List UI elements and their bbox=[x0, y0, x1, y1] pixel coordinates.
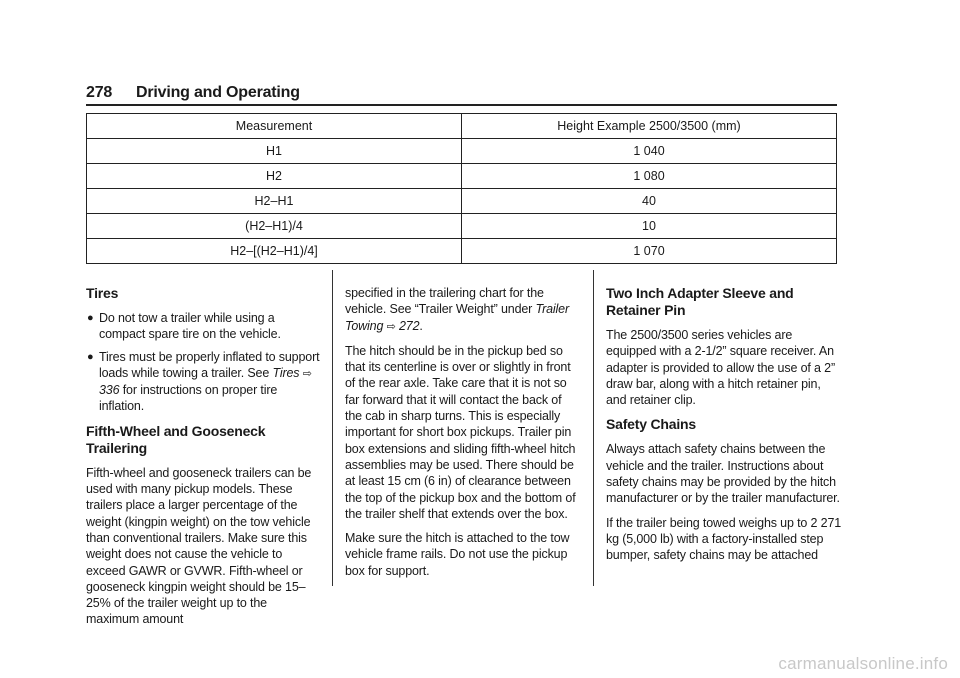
cross-reference-link[interactable]: Tires bbox=[272, 365, 300, 380]
paragraph bbox=[345, 285, 581, 335]
column-header: Measurement bbox=[87, 114, 462, 139]
adapter-heading: Two Inch Adapter Sleeve and Retainer Pin bbox=[606, 285, 794, 318]
column-divider bbox=[332, 270, 333, 586]
column-divider bbox=[593, 270, 594, 586]
bullet-text: Tires must be properly inflated to support loads while towing a trailer. See bbox=[99, 349, 320, 380]
watermark: carmanualsonline.info bbox=[778, 654, 948, 673]
page-reference[interactable]: 336 bbox=[99, 383, 120, 398]
text-column-left bbox=[86, 285, 322, 636]
paragraph: The hitch should be in the pickup bed so that its centerline is over or slightly in front of the rear axle. Take care that it is not so far forward that it will contact the back of the cab in sharp turns. This is especially important for short box pickups. Trailer pin box extensions and sliding fifth-wheel hitch assemblies may be used. There should be at least 15 cm (6 in) of clearance between the top of the pickup box and the bottom of the trailer shelf that extends over the box. bbox=[345, 343, 576, 521]
page-ref-arrow-icon: ⇨ bbox=[386, 320, 396, 333]
bullet-text: for instructions on proper tire inflation. bbox=[99, 383, 278, 414]
table-cell: (H2–H1)/4 bbox=[87, 214, 462, 239]
bullet-icon: ● bbox=[87, 350, 94, 363]
table-cell: 1 070 bbox=[462, 239, 837, 264]
table-cell: H2 bbox=[87, 164, 462, 189]
page-ref-arrow-icon: ⇨ bbox=[302, 367, 312, 380]
table-cell: 40 bbox=[462, 189, 837, 214]
list-item bbox=[86, 310, 322, 343]
paragraph: If the trailer being towed weighs up to 2 271 kg (5,000 lb) with a factory-installed step bumper, safety chains may be attached bbox=[606, 515, 842, 563]
paragraph-text: specified in the trailering chart for the vehicle. See “Trailer Weight” under bbox=[345, 286, 544, 317]
paragraph: Fifth-wheel and gooseneck trailers can be used with many pickup models. These trailers place a larger percentage of the weight (kingpin weight) on the tow vehicle than conventional trailers. Make sure this weight does not cause the vehicle to exceed GAWR or GVWR. Fifth-wheel or gooseneck kingpin weight should be 15–25% of the trailer weight up to the maximum amount bbox=[86, 465, 312, 627]
list-item bbox=[86, 349, 322, 415]
table-row bbox=[87, 239, 837, 264]
table-cell: H2–H1 bbox=[87, 189, 462, 214]
page-header bbox=[86, 82, 837, 106]
table-cell: 1 040 bbox=[462, 139, 837, 164]
page-reference[interactable]: 272 bbox=[398, 318, 420, 333]
tires-bullet-list bbox=[86, 310, 322, 415]
column-header: Height Example 2500/3500 (mm) bbox=[462, 114, 837, 139]
height-example-table bbox=[86, 113, 837, 264]
paragraph: Always attach safety chains between the vehicle and the trailer. Instructions about safety chains may be provided by the hitch manufacturer or by the trailer manufacturer. bbox=[606, 442, 840, 506]
table-cell: H1 bbox=[87, 139, 462, 164]
paragraph: The 2500/3500 series vehicles are equipped with a 2-1/2” square receiver. An adapter is provided to allow the use of a 2” draw bar, along with a hitch retainer pin, and retainer clip. bbox=[606, 328, 835, 408]
table-row bbox=[87, 214, 837, 239]
text-column-middle bbox=[345, 285, 581, 587]
section-title: Driving and Operating bbox=[136, 84, 300, 101]
paragraph: Make sure the hitch is attached to the tow vehicle frame rails. Do not use the pickup box for support. bbox=[345, 531, 570, 578]
page-number: 278 bbox=[86, 84, 113, 101]
table-row bbox=[87, 189, 837, 214]
table-row bbox=[87, 164, 837, 189]
paragraph-text: . bbox=[419, 318, 423, 333]
text-column-right bbox=[606, 285, 842, 572]
table-cell: H2–[(H2–H1)/4] bbox=[87, 239, 462, 264]
bullet-text: Do not tow a trailer while using a compact spare tire on the vehicle. bbox=[99, 311, 281, 342]
fifth-wheel-heading: Fifth-Wheel and Gooseneck Trailering bbox=[86, 422, 266, 456]
tires-heading: Tires bbox=[86, 285, 119, 301]
bullet-icon: ● bbox=[87, 312, 94, 324]
table-cell: 1 080 bbox=[462, 164, 837, 189]
cross-reference-link[interactable]: Trailer Towing bbox=[345, 302, 569, 333]
safety-chains-heading: Safety Chains bbox=[606, 416, 696, 433]
table-header-row bbox=[87, 114, 837, 139]
table-cell: 10 bbox=[462, 214, 837, 239]
table-row bbox=[87, 139, 837, 164]
